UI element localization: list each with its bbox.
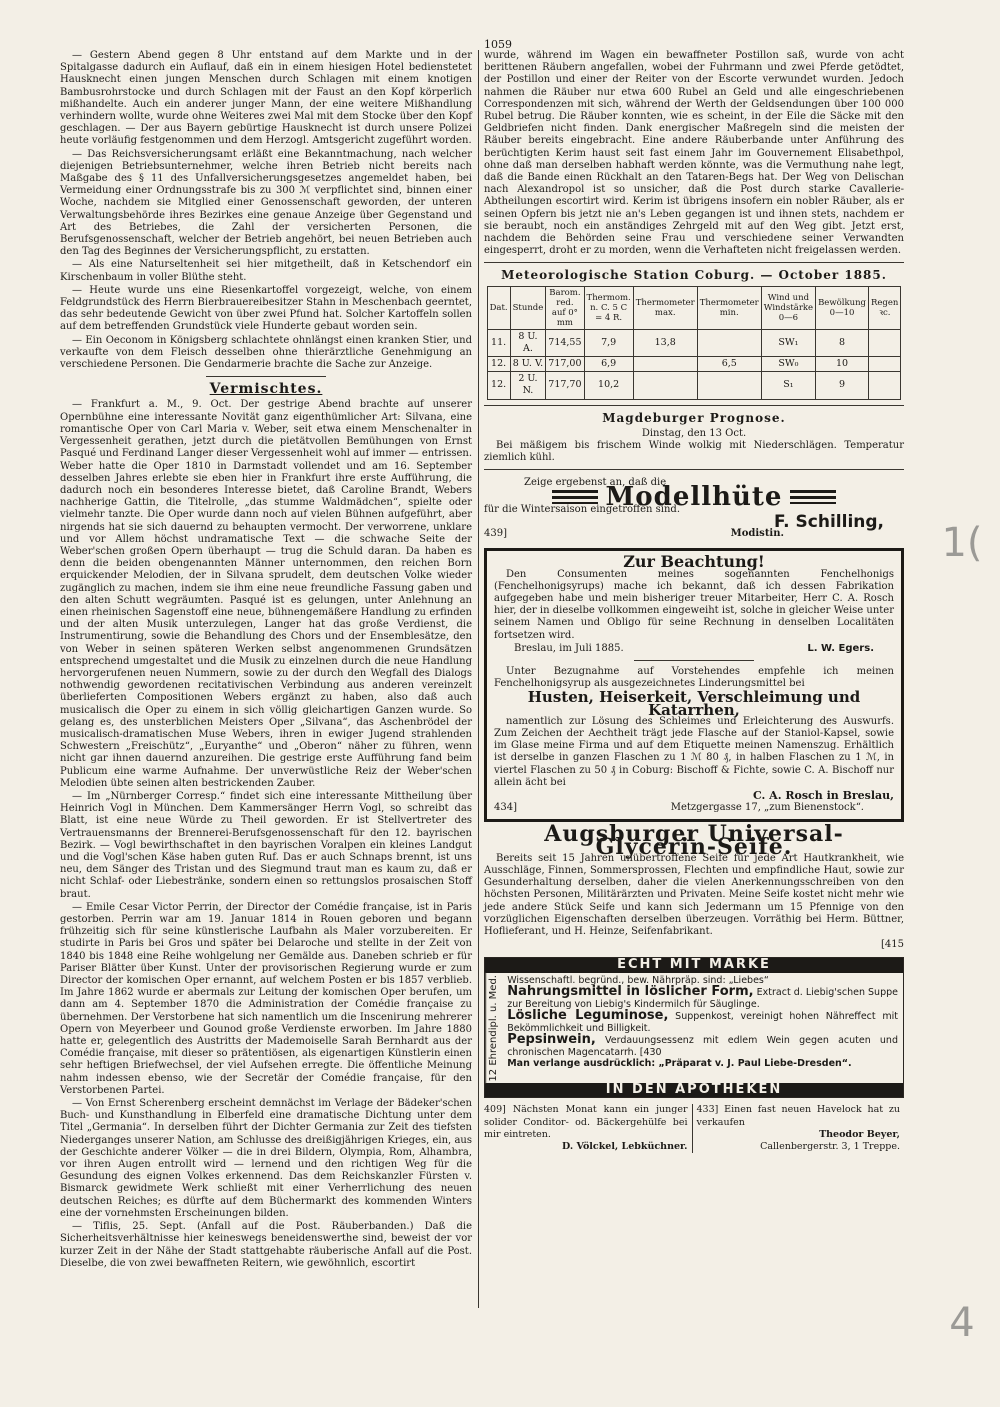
cell: S₁ xyxy=(761,372,815,399)
weather-header: Stunde xyxy=(510,286,546,329)
ad-ref: 439] xyxy=(484,528,507,540)
cell: 6,9 xyxy=(584,357,633,372)
ad-fennel-text2: Unter Bezugnahme auf Vorstehendes empfehle ich meinen Fenchelhonigsyrup als ausgezeichnetes Linderungsmittel bei xyxy=(494,665,894,690)
tiflis-continuation: wurde, während im Wagen ein bewaffneter Postillon saß, wurde von acht berittenen Räubern angefallen, wobei der Fuhrmann und zwei Pferde getödtet, der Postillon und einer der Reiter von der Escorte verwundet wurden. Jedoch nahmen die Räuber nur etwa 600 Rubel an Geld und alle eingeschriebenen Correspondenzen mit sich, während der Werth der Geldsendungen über 100 000 Rubel betrug. Die Räuber konnten, wie es scheint, in der Eile die Säcke mit den Geldbriefen nicht finden. Dank energischer Maßregeln sind die meisten der Räuber bereits eingebracht. Eine andere Räuberbande unter Anführung des berüchtigten Kerim haust seit fast einem Jahr im Gouvernement Elisabethpol, ohne daß man derselben habhaft werden könnte, was die Vermuthung nahe legt, daß die Bande einen Rückhalt an den Tataren-Begs hat. Der Weg von Delischan nach Alexandropol ist so unsicher, daß die Post durch starke Cavallerie-Abtheilungen escortirt wird. Kerim ist übrigens insofern ein nobler Räuber, als er seinen Opfern bis jetzt nie an's Leben gegangen ist und ihnen stets, nachdem er sie beraubt, noch ein anständiges Zehrgeld mit auf den Weg gibt. Jetzt erst, nachdem die Behörden seine Frau und verschiedene seiner Verwandten eingesperrt, droht er zu morden, wenn die Verhafteten nicht freigelassen werden. xyxy=(484,50,904,257)
ad-liebe-product2: Lösliche Leguminose, xyxy=(507,1008,669,1024)
ad-ref: [415 xyxy=(881,939,904,951)
forecast-text: Bei mäßigem bis frischem Winde wolkig mit Niederschlägen. Temperatur ziemlich kühl. xyxy=(484,440,904,464)
ad-hats-sub: für die Wintersaison eingetroffen sind. xyxy=(484,503,681,515)
ad-ref: [430 xyxy=(639,1046,662,1058)
weather-header: Thermom. n. C. 5 C = 4 R. xyxy=(584,286,633,329)
local-news-3: — Als eine Naturseltenheit sei hier mitgetheilt, daß in Ketschendorf ein Kirschenbaum in voller Blüthe steht. xyxy=(60,259,472,283)
table-row xyxy=(487,329,901,356)
ad-conditor xyxy=(484,1104,693,1153)
ad-liebe-side: 12 Ehrendipl. u. Med. xyxy=(485,973,502,1084)
misc-scherenberg: — Von Ernst Scherenberg erscheint demnächst im Verlage der Bädeker'schen Buch- und Kunsthandlung in Elberfeld eine dramatische Dichtung unter dem Titel „Germania“. In derselben führt der Dichter Germania zur Zeit des tiefsten Niederganges unserer Nation, am Schlusse des dreißigjährigen Krieges, ein, aus der Geschichte anderer Völker — die in drei Bildern, Olympia, Rom, Alhambra, vor ihren Augen entrollt wird — lernend und den richtigen Weg für die Gesundung des eignen Volkes erkennend. Das dem Reichskanzler Fürsten v. Bismarck gewidmete Werk schließt mit einer Verherrlichung des neuen deutschen Reiches; es dürfte auf dem Büchermarkt des kommenden Winters eine der vornehmsten Erscheinungen bilden. xyxy=(60,1098,472,1219)
ad-havelock-text: Einen fast neuen Havelock hat zu verkaufen xyxy=(696,1104,900,1128)
divider xyxy=(484,262,904,263)
cell: 12. xyxy=(487,372,510,399)
weather-header: Wind und Windstärke 0—6 xyxy=(761,286,815,329)
cell xyxy=(633,372,697,399)
cell: 717,00 xyxy=(546,357,584,372)
cell: 7,9 xyxy=(584,329,633,356)
right-column xyxy=(484,50,904,1153)
cell xyxy=(869,372,901,399)
ad-conditor-text: Nächsten Monat kann ein junger solider Conditor- od. Bäckergehülfe bei mir eintreten. xyxy=(484,1104,688,1140)
ad-conditor-name: D. Völckel, Lebküchner. xyxy=(561,1140,688,1152)
ad-fennel-firm: C. A. Rosch in Breslau, xyxy=(752,788,894,802)
cell: SW₁ xyxy=(761,329,815,356)
misc-vogl: — Im „Nürnberger Corresp.“ findet sich eine interessante Mittheilung über Heinrich Vogl in München. Dem Kammersänger Herrn Vogl, so schreibt das Blatt, ist eine neue Würde zu Theil geworden. Er ist Stellvertreter des Vertrauensmanns der Brennerei-Berufsgenossenschaft für den 12. bayrischen Bezirk. — Vogl bewirthschaftet in den bayrischen Voralpen ein kleines Landgut und die Vogl'schen Käse haben guten Ruf. Das er auch Schnaps brennt, ist uns neu, dem Sänger des Tristan und des Siegmund traut man es kaum zu, daß er nicht Schlaf- oder Liebestränke, sondern einen so rettungslos prosaischen Stoff braut. xyxy=(60,790,472,900)
ad-fennel-title: Zur Beachtung! xyxy=(623,552,765,572)
cell: 8 U. V. xyxy=(510,357,546,372)
ad-ref: 409] xyxy=(484,1104,506,1116)
table-row xyxy=(487,372,901,399)
weather-header: Barom. red. auf 0° mm xyxy=(546,286,584,329)
cell: 10,2 xyxy=(584,372,633,399)
ad-fennel-text3: namentlich zur Lösung des Schleimes und Erleichterung des Auswurfs. Zum Zeichen der Aechtheit trägt jede Flasche auf der Staniol-Kapsel, sowie im Glase meine Firma und auf dem Etiquette meinen Namenszug. Erhältlich ist derselbe in ganzen Flaschen zu 1 ℳ 80 ₰, in halben Flaschen zu 1 ℳ, in viertel Flaschen zu 50 ₰ in Coburg: Bischoff & Fichte, sowie C. A. Bischoff nur allein ächt bei xyxy=(494,715,894,788)
ad-fennel-signer: L. W. Egers. xyxy=(807,642,874,654)
misc-tiflis: — Tiflis, 25. Sept. (Anfall auf die Post. Räuberbanden.) Daß die Sicherheitsverhältnisse hier keineswegs beneidenswerthe sind, beweist der vor kurzer Zeit in der Nähe der Stadt stattgehabte räuberische Anfall auf die Post. Dieselbe, die von zwei bewaffneten Reitern, wie gewöhnlich, escortirt xyxy=(60,1221,472,1269)
cell: 6,5 xyxy=(697,357,761,372)
ad-hats-intro: Zeige ergebenst an, daß die xyxy=(524,477,667,489)
cell: 10 xyxy=(816,357,869,372)
decorative-bars-right xyxy=(790,490,836,504)
cell: 714,55 xyxy=(546,329,584,356)
cell xyxy=(697,329,761,356)
cell: 8 U. A. xyxy=(510,329,546,356)
ad-fennel-place-date: Breslau, im Juli 1885. xyxy=(514,642,624,654)
ad-glycerin-soap xyxy=(484,821,904,951)
ad-ref: 434] xyxy=(494,802,517,814)
weather-header: Thermometer min. xyxy=(697,286,761,329)
ad-liebe-product3: Pepsinwein, xyxy=(507,1032,596,1048)
ad-liebe xyxy=(484,957,904,1098)
ad-soap-headline: Augsburger Universal-Glycerin-Seife. xyxy=(544,821,844,860)
ad-liebe-product2-note: Suppenkost, vereinigt hohen Nähreffect mit Bekömmlichkeit und Billigkeit. xyxy=(507,1011,898,1034)
local-news-1: — Gestern Abend gegen 8 Uhr entstand auf dem Markte und in der Spitalgasse dadurch ein Auflauf, daß ein in einem hiesigen Hotel bedienstetet Hausknecht einen jungen Menschen durch Schlagen mit einem knotigen Bambusrohrstocke und durch Schlagen mit der Faust an den Kopf körperlich mißhandelte. Auch ein anderer junger Mann, der eine weitere Mißhandlung verhindern wollte, wurde ohne Weiteres zwei Mal mit dem Stocke über den Kopf geschlagen. — Der aus Bayern gebürtige Hausknecht ist durch unsere Polizei heute vorläufig festgenommen und dem Herzogl. Amtsgericht zugeführt worden. xyxy=(60,50,472,147)
cell: 13,8 xyxy=(633,329,697,356)
forecast-title: Magdeburger Prognose. xyxy=(602,410,786,425)
pencil-mark: 4 xyxy=(949,1300,975,1346)
page-number: 1059 xyxy=(484,38,512,51)
cell: 717,70 xyxy=(546,372,584,399)
ad-fennel-headline: Husten, Heiserkeit, Verschleimung und Katarrhen, xyxy=(527,688,861,719)
ad-liebe-product3-note: Verdauungsessenz mit edlem Wein gegen acuten und chronischen Magencatarrh. xyxy=(507,1035,898,1058)
ad-ref: 433] xyxy=(696,1104,719,1116)
misc-perrin: — Emile Cesar Victor Perrin, der Director der Comédie française, ist in Paris gestorben. Perrin war am 19. Januar 1814 in Rouen geboren und begann frühzeitig sich für seine künstlerische Laufbahn als Maler vorzubereiten. Er studirte in Paris bei Gros und später bei Delaroche und stellte in der Zeit von 1840 bis 1848 eine Reihe wohlgelung ner Gemälde aus. Daneben schrieb er für Pariser Blätter über Kunst. Unter der provisorischen Regierung wurde er zum Director der komischen Oper ernannt, auf welchem Posten er bis 1857 verblieb. Im Jahre 1862 wurde er abermals zur Leitung der komischen Oper berufen, um dann am 4. September 1870 die Administration der Comédie française zu übernehmen. Der Verstorbene hat sich namentlich um die Inscenirung mehrerer Opern von Meyerbeer und Gounod große Verdienste erworben. Im Jahre 1880 hatte er, gelegentlich des Austritts der Mademoiselle Sarah Bernhardt aus der Comédie française, mit dieser so prätentiösen, als eigenartigen Künstlerin einen sehr heftigen Briefwechsel, der viel Aufsehen erregte. Die öffentliche Meinung nahm indessen ebenso, wie der Secretär der Comédie française, für den Verstorbenen Partei. xyxy=(60,901,472,1096)
cell: 12. xyxy=(487,357,510,372)
ad-havelock-address: Callenbergerstr. 3, 1 Treppe. xyxy=(760,1140,900,1152)
weather-title: Meteorologische Station Coburg. — October 1885. xyxy=(501,268,887,283)
ad-fennel-address: Metzgergasse 17, „zum Bienenstock“. xyxy=(670,802,864,814)
weather-header: Regen ꝛc. xyxy=(869,286,901,329)
ad-liebe-line1: Wissenschaftl. begründ., bew. Nährpräp. sind: „Liebes“ xyxy=(507,974,769,986)
column-divider xyxy=(478,50,479,1308)
table-row xyxy=(487,357,901,372)
ad-havelock-name: Theodor Beyer, xyxy=(819,1128,900,1140)
ad-hats-headline: Modellhüte xyxy=(605,481,783,512)
ad-fenchelhonig xyxy=(484,548,904,822)
cell: 9 xyxy=(816,372,869,399)
ad-fennel-text1: Den Consumenten meines sogenannten Fenchelhonigs (Fenchelhonigsyrups) mache ich bekannt, daß ich dessen Fabrikation aufgegeben habe und mein bisheriger treuer Mitarbeiter, Herr C. A. Rosch hier, der in dieselbe vollkommen eingeweiht ist, solche in gleicher Weise unter seinem Namen und Obligo für seine Rechnung in denselben Localitäten fortsetzen wird. xyxy=(494,568,894,641)
ad-liebe-caution: Man verlange ausdrücklich: „Präparat v. J. Paul Liebe-Dresden“. xyxy=(507,1058,852,1070)
decorative-bars-left xyxy=(552,490,598,504)
ad-liebe-banner-bottom: IN DEN APOTHEKEN xyxy=(485,1083,903,1097)
cell: 11. xyxy=(487,329,510,356)
ad-hats-name: F. Schilling, xyxy=(774,511,884,532)
ad-hats-role: Modistin. xyxy=(730,528,784,540)
cell xyxy=(633,357,697,372)
pencil-mark: 1( xyxy=(941,520,983,566)
section-heading: Vermischtes. xyxy=(209,381,323,398)
divider xyxy=(484,405,904,406)
cell xyxy=(869,329,901,356)
ad-liebe-product1: Nahrungsmittel in löslicher Form, xyxy=(507,984,754,1000)
ad-liebe-banner-top: ECHT MIT MARKE xyxy=(485,958,903,972)
cell xyxy=(869,357,901,372)
misc-frankfurt: — Frankfurt a. M., 9. Oct. Der gestrige Abend brachte auf unserer Opernbühne eine interessante Novität ganz eigenthümlicher Art: Silvana, eine romantische Oper von Carl Maria v. Weber, seit etwa einem Menschenalter in Vergessenheit gerathen, jetzt durch die pietätvollen Bemühungen von Ernst Pasqué und Ferdinand Langer dieser Vergessenheit wohl auf immer — entrissen. Weber hatte die Oper 1810 in Darmstadt vollendet und am 16. September desselben Jahres erlebte sie eben hier in Frankfurt ihre erste Aufführung, die dadurch noch ein besonderes Interesse bietet, daß Caroline Brandt, Webers nachherige Gattin, die Titelrolle, „das stumme Waldmädchen“, spielte oder vielmehr tanzte. Die Oper wurde dann noch auf vielen Bühnen aufgeführt, aber nirgends hat sie sich dauernd zu behaupten vermocht. Der verworrene, unklare und vor Allem höchst undramatische Text — die schwache Seite der Weber'schen großen Opern überhaupt — trug die Schuld daran. Da haben es denn die beiden obengenannten Männer unternommen, den reichen Born erquickender Melodien, der in Silvana sprudelt, dem deutschen Volke wieder zugänglich zu machen, indem sie ihm eine neue freundliche Fassung gaben und den alten Schutt wegräumten. Pasqué ist es gelungen, unter Anlehnung an einen rheinischen Sagenstoff eine neue, bühnengemäßere Handlung zu erfinden und der alten Musik unterzulegen, Langer hat das große Verdienst, die Instrumentirung, sowie die Behandlung des Chors und der Ensemblesätze, den von Weber in seinen späteren Werken selbst angenommenen Grundsätzen entsprechend umgestaltet und die Musik zu einzelnen durch die neue Handlung hervorgerufenen neuen Nummern, sowie zu der durch den Wegfall des Dialogs nothwendig gewordenen recitativischen Verbindung aus anderen vereinzelt überlieferten Compositionen Webers ergänzt zu haben, also daß auch musicalisch die Oper zu einem in sich völlig gleichartigen Ganzen wurde. So gelang es, des unsterblichen Meisters Oper „Silvana“, das Aschenbrödel der musicalisch-dramatischen Muse Webers, ihren in ewiger Jugend strahlenden Schwestern „Freischütz“, „Euryanthe“ und „Oberon“ näher zu führen, wenn nicht gar ihnen dauernd anzureihen. Die gestrige erste Aufführung fand beim Publicum eine warme Aufnahme. Der unverwüstliche Reiz der Weber'schen Melodien übte seinen alten bestrickenden Zauber. xyxy=(60,399,472,789)
weather-table xyxy=(487,286,902,400)
cell xyxy=(697,372,761,399)
divider xyxy=(634,660,754,661)
weather-header: Bewölkung 0—10 xyxy=(816,286,869,329)
divider xyxy=(484,469,904,470)
ad-liebe-product1-note: Extract d. Liebig'schen Suppe zur Bereitung von Liebig's Kindermilch für Säuglinge. xyxy=(507,987,898,1010)
local-news-2: — Das Reichsversicherungsamt erläßt eine Bekanntmachung, nach welcher diejenigen Betriebsunternehmer, welche ihren Betrieb nicht bereits nach Maßgabe des § 11 des Unfallversicherungsgesetzes angemeldet haben, bei Vermeidung einer Ordnungsstrafe bis zu 300 ℳ verpflichtet sind, binnen einer Woche, nachdem sie Mitglied einer Genossenschaft geworden, der unteren Verwaltungsbehörde ihres Bezirkes eine genaue Anzeige über Gegenstand und Art des Betriebes, die Zahl der versicherten Personen, die Berufsgenossenschaft, welcher der Betrieb angehört, bei neuen Betrieben auch den Tag des Beginnes der Versicherungspflicht, zu erstatten. xyxy=(60,148,472,258)
ad-soap-text: Bereits seit 15 Jahren unübertroffene Seife für jede Art Hautkrankheit, wie Ausschläge, Finnen, Sommersprossen, Flechten und empfindliche Haut, sowie zur Gesunderhaltung derselben, daher die vielen Anerkennungsschreiben von den höchsten Personen, Militärärzten und Privaten. Meine Seife kostet nicht mehr wie jede andere Stück Seife und kann sich Jedermann um 15 Pfennige von den vorzüglichen Eigenschaften derselben überzeugen. Vorräthig bei Herm. Büttner, Hoflieferant, und H. Heinze, Seifenfabrikant. xyxy=(484,852,904,937)
ad-havelock xyxy=(697,1104,905,1153)
left-column xyxy=(60,50,472,1271)
forecast-date: Dinstag, den 13 Oct. xyxy=(641,427,747,439)
cell: SW₀ xyxy=(761,357,815,372)
weather-header: Dat. xyxy=(487,286,510,329)
cell: 2 U. N. xyxy=(510,372,546,399)
cell: 8 xyxy=(816,329,869,356)
ad-modellhuete xyxy=(484,475,904,542)
weather-header: Thermometer max. xyxy=(633,286,697,329)
local-news-5: — Ein Oeconom in Königsberg schlachtete ohnlängst einen kranken Stier, und verkaufte von dem Fleisch desselben ohne thierärztliche Genehmigung an verschiedene Personen. Die Gendarmerie brachte die Sache zur Anzeige. xyxy=(60,334,472,371)
local-news-4: — Heute wurde uns eine Riesenkartoffel vorgezeigt, welche, von einem Feldgrundstück des Herrn Bierbrauereibesitzer Stahn in Meschenbach geerntet, das sehr bedeutende Gewicht von über zwei Pfund hat. Solcher Kartoffeln sollen auf dem betreffenden Grundstück viele Hunderte gebaut worden sein. xyxy=(60,284,472,333)
small-ads xyxy=(484,1104,904,1153)
divider xyxy=(206,376,326,377)
